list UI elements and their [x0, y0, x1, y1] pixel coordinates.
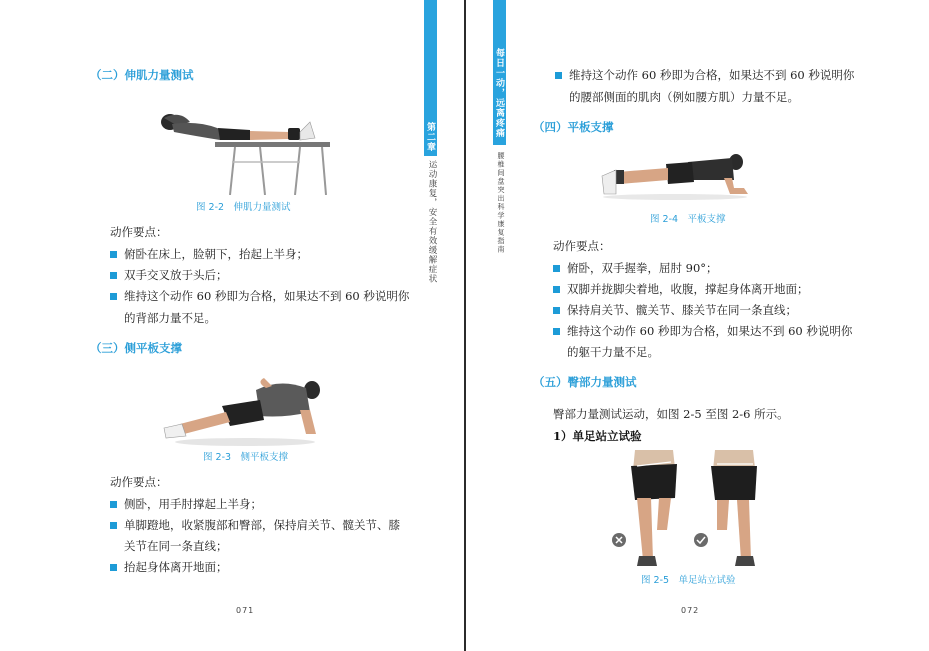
person-shirt — [172, 123, 222, 140]
bullet-marker — [110, 522, 117, 529]
section-heading-side-plank: （三）侧平板支撑 — [90, 341, 182, 355]
page-number: 071 — [236, 606, 255, 615]
section-heading-glute: （五）臀部力量测试 — [533, 375, 637, 389]
list-item: 双脚并拢脚尖着地，收腹，撑起身体离开地面； — [567, 282, 809, 296]
bullet-marker — [553, 265, 560, 272]
chapter-title: 运动康复，安全有效缓解症状 — [427, 160, 437, 284]
person-shoes — [164, 424, 186, 438]
floor-shadow — [175, 438, 315, 446]
action-points-label: 动作要点： — [110, 475, 168, 489]
action-points-label: 动作要点： — [553, 239, 611, 253]
standing-leg — [637, 498, 653, 560]
page-number: 072 — [681, 606, 700, 615]
right-page — [467, 0, 929, 651]
raised-leg — [717, 500, 729, 530]
action-points-label: 动作要点： — [110, 225, 168, 239]
chapter-tab: 第二章 — [424, 118, 437, 156]
bench-leg — [322, 147, 326, 195]
plank-illustration — [600, 150, 750, 202]
person-shoes — [300, 122, 315, 140]
list-item: 俯卧，双手握拳，屈肘 90°； — [567, 261, 718, 275]
list-item: 维持这个动作 60 秒即为合格，如果达不到 60 秒说明你 — [569, 68, 855, 82]
shoe — [637, 556, 657, 566]
list-item: 单脚蹬地，收紧腹部和臀部，保持肩关节、髋关节、膝 — [124, 518, 400, 532]
person-arm-hip — [260, 378, 272, 388]
section-heading-extensor: （二）伸肌力量测试 — [90, 68, 194, 82]
section-heading-plank: （四）平板支撑 — [533, 120, 614, 134]
person-shoes — [602, 170, 616, 194]
list-item: 侧卧，用手肘撑起上半身； — [124, 497, 262, 511]
book-subtitle: 腰椎间盘突出科学康复指南 — [497, 152, 505, 254]
figure-caption-2-3: 图 2-3 侧平板支撑 — [203, 452, 289, 463]
bullet-marker — [555, 72, 562, 79]
bullet-marker — [553, 307, 560, 314]
incorrect-mark-icon — [612, 533, 626, 547]
list-item: 双手交叉放于头后； — [124, 268, 228, 282]
person-shorts — [218, 128, 250, 140]
floor-shadow — [603, 194, 747, 200]
list-item: 维持这个动作 60 秒即为合格，如果达不到 60 秒说明你 — [124, 289, 410, 303]
person-legs — [180, 412, 230, 434]
list-item: 维持这个动作 60 秒即为合格，如果达不到 60 秒说明你 — [567, 324, 853, 338]
person-shorts — [666, 162, 694, 184]
list-item: 抬起身体离开地面； — [124, 560, 228, 574]
book-gutter — [464, 0, 466, 651]
person-legs — [618, 168, 668, 184]
bench-leg — [295, 147, 300, 195]
bullet-marker — [110, 272, 117, 279]
raised-leg — [657, 498, 671, 530]
figure-caption-2-2: 图 2-2 伸肌力量测试 — [196, 202, 291, 213]
bullet-marker — [110, 564, 117, 571]
person-legs — [250, 131, 290, 140]
correct-figure — [711, 450, 757, 566]
list-item: 俯卧在床上，脸朝下，抬起上半身； — [124, 247, 308, 261]
shoe — [735, 556, 755, 566]
bullet-marker — [553, 328, 560, 335]
single-leg-stance-illustration — [607, 448, 782, 568]
person-forearms — [724, 178, 748, 194]
figure-caption-2-5: 图 2-5 单足站立试验 — [641, 575, 736, 586]
list-item: 保持肩关节、髋关节、膝关节在同一条直线； — [567, 303, 797, 317]
bench-leg — [260, 147, 265, 195]
extensor-test-illustration — [150, 100, 335, 195]
list-item-continued: 的躯干力量不足。 — [567, 345, 659, 359]
standing-leg — [737, 500, 751, 560]
bullet-marker — [110, 293, 117, 300]
ankle-strap — [288, 128, 300, 140]
list-item-continued: 关节在同一条直线； — [124, 539, 228, 553]
bullet-marker — [110, 251, 117, 258]
correct-mark-icon — [694, 533, 708, 547]
person-shirt — [688, 158, 734, 180]
side-plank-illustration — [160, 376, 330, 448]
list-item-continued: 的腰部侧面的肌肉（例如腰方肌）力量不足。 — [569, 90, 799, 104]
bench-top — [215, 142, 330, 147]
figure-caption-2-4: 图 2-4 平板支撑 — [650, 214, 726, 225]
side-tab-top — [424, 0, 437, 118]
bench-leg — [230, 147, 235, 195]
subsection-title: 1）单足站立试验 — [553, 429, 642, 443]
incorrect-figure — [631, 450, 677, 566]
bullet-marker — [553, 286, 560, 293]
person-support-arm — [300, 410, 316, 434]
list-item-continued: 的背部力量不足。 — [124, 311, 216, 325]
book-title: 每日一动，远离疼痛 — [494, 47, 504, 138]
section-intro: 臀部力量测试运动，如图 2-5 至图 2-6 所示。 — [553, 407, 789, 421]
bullet-marker — [110, 501, 117, 508]
shorts — [631, 464, 677, 500]
shorts — [711, 466, 757, 500]
book-title-tab — [493, 0, 506, 145]
